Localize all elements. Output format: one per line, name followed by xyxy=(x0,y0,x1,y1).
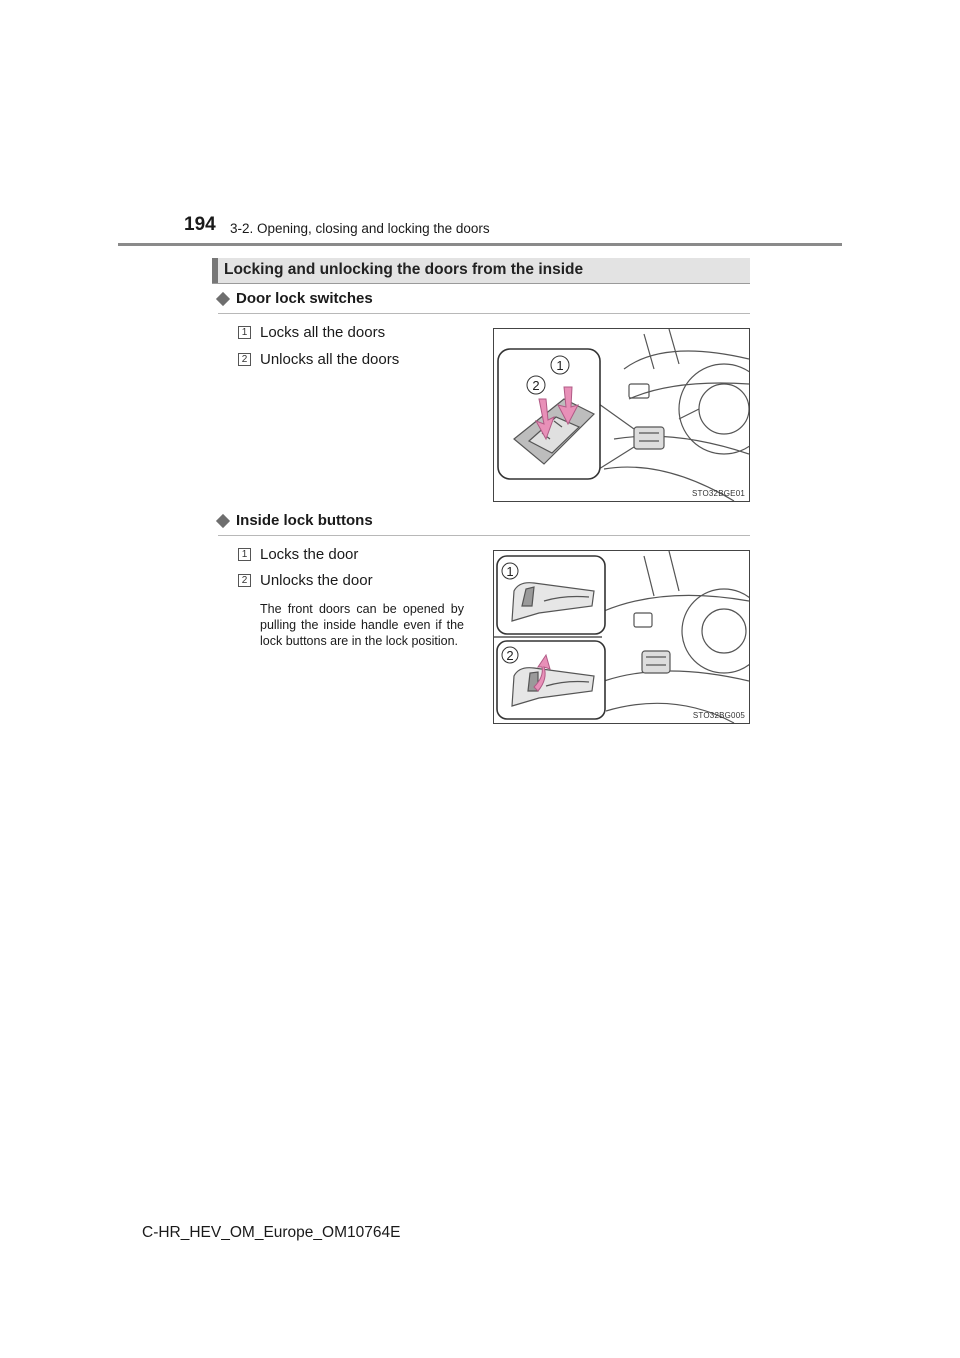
callout-label: 1 xyxy=(556,358,564,373)
footer-doc-code: C-HR_HEV_OM_Europe_OM10764E xyxy=(142,1224,401,1241)
inside-lock-buttons-heading-text: Inside lock buttons xyxy=(236,512,373,529)
step-number: 1 xyxy=(238,548,251,561)
step-text: Unlocks the door xyxy=(260,572,373,589)
door-lock-switches-heading xyxy=(218,290,373,307)
step-text: Locks the door xyxy=(260,546,359,563)
figure-code: STO32BGE01 xyxy=(692,489,745,498)
step-lock-all xyxy=(238,324,385,341)
door-lock-switch-illustration xyxy=(494,329,749,501)
step-text: Locks all the doors xyxy=(260,324,386,341)
door-lock-switches-heading-text: Door lock switches xyxy=(236,290,373,307)
step-number: 1 xyxy=(238,326,251,339)
callout-label: 1 xyxy=(506,564,514,579)
step-unlock-door xyxy=(238,572,373,589)
diamond-bullet-icon xyxy=(216,513,230,527)
step-lock-door xyxy=(238,546,358,563)
step-unlock-all xyxy=(238,351,399,368)
section-accent xyxy=(212,258,218,283)
inside-handle-note: The front doors can be opened by pulling the inside handle even if the lock buttons are in the lock position. xyxy=(260,602,464,648)
step-text: Unlocks all the doors xyxy=(260,351,400,368)
callout-label: 2 xyxy=(506,648,514,663)
header-rule xyxy=(118,243,842,246)
callout-label: 2 xyxy=(532,378,540,393)
page-number: 194 xyxy=(184,214,216,235)
inside-lock-button-figure xyxy=(493,550,750,724)
door-lock-switch-figure xyxy=(493,328,750,502)
section-title-bar xyxy=(212,258,750,284)
subsection-rule xyxy=(218,313,750,314)
subsection-rule xyxy=(218,535,750,536)
section-title: Locking and unlocking the doors from the inside xyxy=(224,261,584,278)
inside-lock-button-illustration xyxy=(494,551,749,723)
step-number: 2 xyxy=(238,353,251,366)
inside-lock-buttons-heading xyxy=(218,512,373,529)
step-number: 2 xyxy=(238,574,251,587)
figure-code: STO32BG005 xyxy=(692,711,745,720)
diamond-bullet-icon xyxy=(216,291,230,305)
running-header: 3-2. Opening, closing and locking the doors xyxy=(230,221,490,236)
